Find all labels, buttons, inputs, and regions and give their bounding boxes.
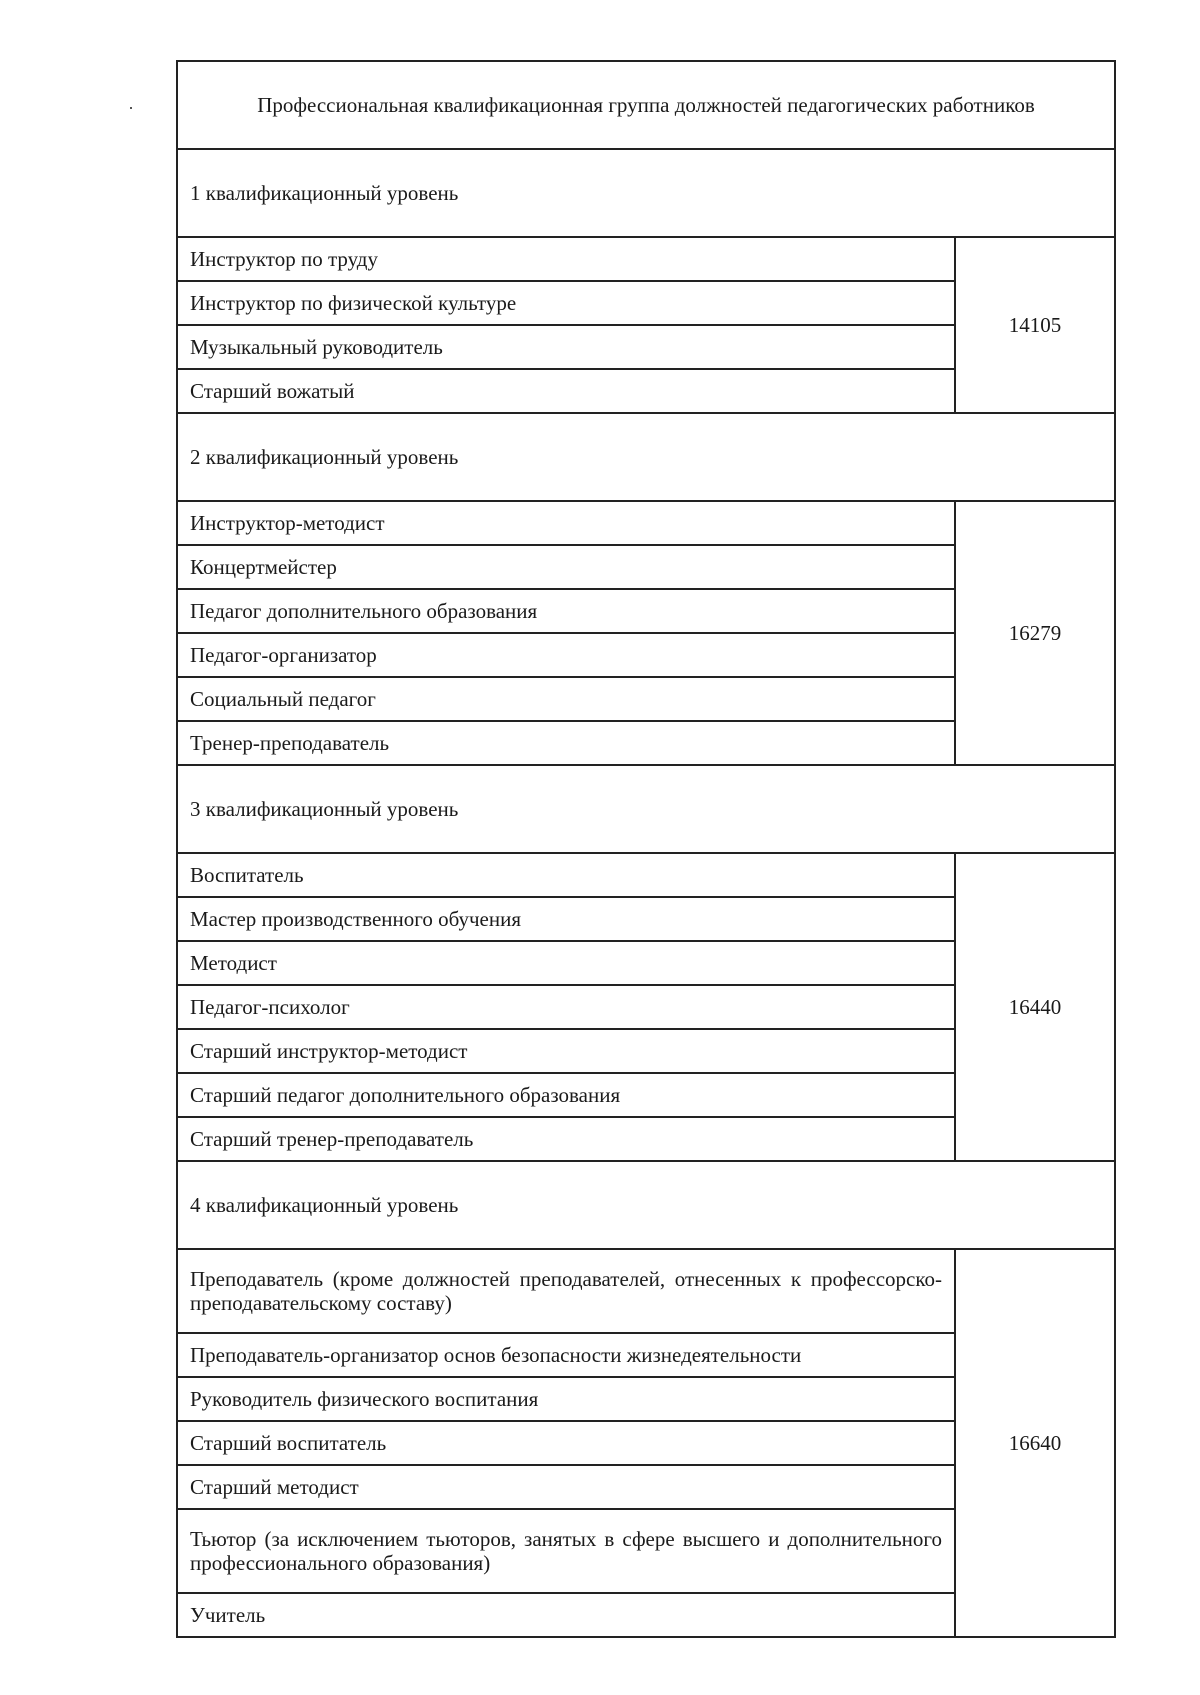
scan-speck xyxy=(130,107,132,109)
position-name: Преподаватель-организатор основ безопасности жизнедеятельности xyxy=(177,1333,955,1377)
salary-value: 16640 xyxy=(955,1249,1115,1637)
position-name: Учитель xyxy=(177,1593,955,1637)
position-name: Педагог дополнительного образования xyxy=(177,589,955,633)
position-row xyxy=(177,501,1115,545)
salary-value: 14105 xyxy=(955,237,1115,413)
salary-value: 16440 xyxy=(955,853,1115,1161)
position-name: Руководитель физического воспитания xyxy=(177,1377,955,1421)
position-name: Инструктор-методист xyxy=(177,501,955,545)
table-header-row xyxy=(177,61,1115,149)
position-name: Методист xyxy=(177,941,955,985)
position-name: Старший вожатый xyxy=(177,369,955,413)
level-row xyxy=(177,413,1115,501)
position-name: Старший воспитатель xyxy=(177,1421,955,1465)
position-name: Педагог-психолог xyxy=(177,985,955,1029)
level-row xyxy=(177,1161,1115,1249)
position-name: Мастер производственного обучения xyxy=(177,897,955,941)
position-row xyxy=(177,237,1115,281)
position-name: Старший методист xyxy=(177,1465,955,1509)
position-name: Концертмейстер xyxy=(177,545,955,589)
level-row xyxy=(177,149,1115,237)
level-title: 1 квалификационный уровень xyxy=(177,149,1115,237)
position-name: Воспитатель xyxy=(177,853,955,897)
qualification-table xyxy=(176,60,1116,1638)
salary-value: 16279 xyxy=(955,501,1115,765)
position-name: Тренер-преподаватель xyxy=(177,721,955,765)
position-name: Педагог-организатор xyxy=(177,633,955,677)
position-name: Инструктор по физической культуре xyxy=(177,281,955,325)
position-row xyxy=(177,1249,1115,1333)
level-row xyxy=(177,765,1115,853)
position-name: Старший инструктор-методист xyxy=(177,1029,955,1073)
position-name: Инструктор по труду xyxy=(177,237,955,281)
level-title: 2 квалификационный уровень xyxy=(177,413,1115,501)
position-name: Преподаватель (кроме должностей преподавателей, отнесенных к профессорско-преподавательскому составу) xyxy=(177,1249,955,1333)
position-name: Тьютор (за исключением тьюторов, занятых в сфере высшего и дополнительного профессионального образования) xyxy=(177,1509,955,1593)
level-title: 4 квалификационный уровень xyxy=(177,1161,1115,1249)
position-name: Старший педагог дополнительного образования xyxy=(177,1073,955,1117)
position-name: Музыкальный руководитель xyxy=(177,325,955,369)
table-header: Профессиональная квалификационная группа должностей педагогических работников xyxy=(177,61,1115,149)
position-row xyxy=(177,853,1115,897)
level-title: 3 квалификационный уровень xyxy=(177,765,1115,853)
position-name: Старший тренер-преподаватель xyxy=(177,1117,955,1161)
document-page xyxy=(176,60,1114,1638)
position-name: Социальный педагог xyxy=(177,677,955,721)
